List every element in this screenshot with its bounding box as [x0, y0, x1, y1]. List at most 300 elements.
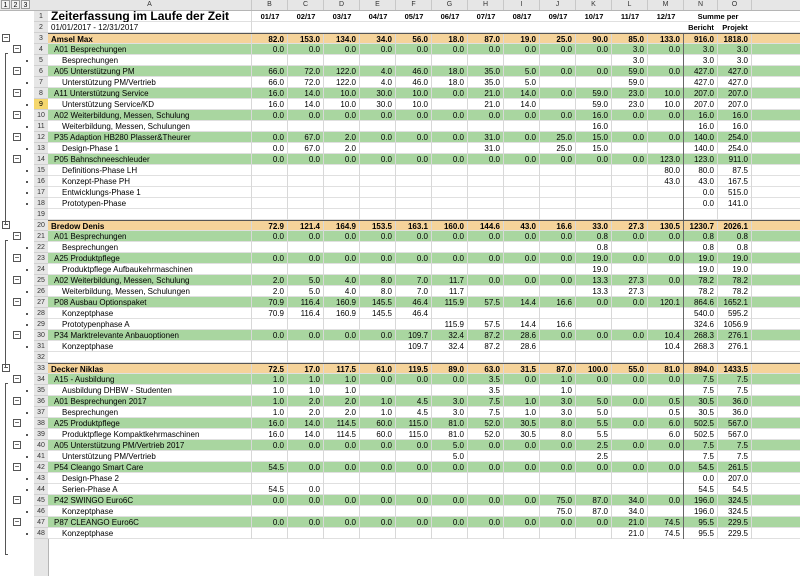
month-value-cell[interactable]: 75.0	[540, 495, 576, 506]
row-header[interactable]: 1	[34, 11, 48, 22]
month-value-cell[interactable]	[504, 143, 540, 154]
row-label[interactable]	[48, 352, 252, 363]
month-value-cell[interactable]: 2.5	[576, 440, 612, 451]
month-value-cell[interactable]: 21.0	[468, 99, 504, 110]
month-value-cell[interactable]: 0.0	[612, 253, 648, 264]
row-label[interactable]: Ausbildung DHBW - Studenten	[48, 385, 252, 396]
month-value-cell[interactable]: 0.0	[324, 253, 360, 264]
month-value-cell[interactable]: 8.0	[360, 275, 396, 286]
month-value-cell[interactable]	[252, 264, 288, 275]
month-value-cell[interactable]: 0.0	[324, 330, 360, 341]
month-value-cell[interactable]: 14.4	[504, 319, 540, 330]
month-value-cell[interactable]	[432, 143, 468, 154]
month-value-cell[interactable]: 0.0	[648, 495, 684, 506]
sum-projekt-cell[interactable]: 3.0	[718, 55, 752, 66]
month-value-cell[interactable]: 0.0	[432, 495, 468, 506]
sum-projekt-cell[interactable]: 141.0	[718, 198, 752, 209]
month-value-cell[interactable]: 85.0	[612, 34, 648, 45]
month-value-cell[interactable]: 0.0	[648, 374, 684, 385]
month-value-cell[interactable]: 0.0	[360, 132, 396, 143]
sum-bericht-cell[interactable]: 427.0	[684, 77, 718, 88]
month-value-cell[interactable]	[360, 165, 396, 176]
month-value-cell[interactable]: 7.0	[396, 286, 432, 297]
month-value-cell[interactable]: 0.0	[324, 231, 360, 242]
month-value-cell[interactable]: 43.0	[504, 221, 540, 232]
month-value-cell[interactable]: 0.0	[540, 110, 576, 121]
month-value-cell[interactable]: 52.0	[468, 429, 504, 440]
month-value-cell[interactable]	[612, 165, 648, 176]
month-value-cell[interactable]: 87.0	[468, 34, 504, 45]
row-label[interactable]: A11 Unterstützung Service	[48, 88, 252, 99]
month-value-cell[interactable]	[288, 187, 324, 198]
sum-bericht-cell[interactable]: 16.0	[684, 121, 718, 132]
month-value-cell[interactable]: 0.0	[252, 330, 288, 341]
month-value-cell[interactable]	[432, 528, 468, 539]
month-value-cell[interactable]: 7.0	[396, 275, 432, 286]
month-value-cell[interactable]: 34.0	[612, 506, 648, 517]
sum-bericht-cell[interactable]: 30.5	[684, 396, 718, 407]
month-value-cell[interactable]	[612, 143, 648, 154]
month-value-cell[interactable]: 70.9	[252, 297, 288, 308]
month-value-cell[interactable]: 4.5	[396, 396, 432, 407]
row-header[interactable]: 9	[34, 99, 48, 110]
month-value-cell[interactable]	[648, 473, 684, 484]
month-value-cell[interactable]: 5.0	[576, 407, 612, 418]
month-value-cell[interactable]	[648, 352, 684, 363]
month-value-cell[interactable]: 0.0	[324, 517, 360, 528]
collapse-group-button[interactable]: −	[14, 44, 20, 53]
sum-projekt-cell[interactable]: 567.0	[718, 429, 752, 440]
month-value-cell[interactable]: 145.5	[360, 308, 396, 319]
sum-projekt-cell[interactable]: 167.5	[718, 176, 752, 187]
row-label[interactable]: Konzeptphase	[48, 308, 252, 319]
sum-projekt-cell[interactable]: 427.0	[718, 66, 752, 77]
month-value-cell[interactable]: 81.0	[648, 364, 684, 375]
row-header[interactable]: 17	[34, 187, 48, 198]
sum-bericht-cell[interactable]: 19.0	[684, 253, 718, 264]
month-value-cell[interactable]: 2.0	[252, 286, 288, 297]
row-label[interactable]: Prototypenphase A	[48, 319, 252, 330]
sum-projekt-cell[interactable]: 261.5	[718, 462, 752, 473]
month-value-cell[interactable]: 2.0	[324, 132, 360, 143]
sum-projekt-cell[interactable]: 254.0	[718, 143, 752, 154]
month-value-cell[interactable]	[540, 165, 576, 176]
month-value-cell[interactable]	[396, 528, 432, 539]
row-label[interactable]: Besprechungen	[48, 407, 252, 418]
month-value-cell[interactable]: 0.0	[396, 495, 432, 506]
column-header-n[interactable]: N	[684, 0, 718, 10]
row-header[interactable]: 14	[34, 154, 48, 165]
month-value-cell[interactable]: 0.0	[612, 418, 648, 429]
row-header[interactable]: 43	[34, 473, 48, 484]
month-value-cell[interactable]	[612, 341, 648, 352]
month-value-cell[interactable]	[612, 187, 648, 198]
month-value-cell[interactable]: 80.0	[648, 165, 684, 176]
month-value-cell[interactable]: 0.0	[576, 297, 612, 308]
month-value-cell[interactable]: 0.0	[288, 44, 324, 55]
month-value-cell[interactable]	[612, 264, 648, 275]
month-value-cell[interactable]	[648, 308, 684, 319]
month-value-cell[interactable]: 0.0	[612, 297, 648, 308]
sum-bericht-cell[interactable]: 140.0	[684, 132, 718, 143]
month-value-cell[interactable]: 28.6	[504, 341, 540, 352]
sum-projekt-cell[interactable]: 427.0	[718, 77, 752, 88]
month-value-cell[interactable]: 0.0	[504, 495, 540, 506]
month-value-cell[interactable]: 122.0	[324, 66, 360, 77]
sum-projekt-cell[interactable]: 276.1	[718, 341, 752, 352]
month-value-cell[interactable]: 32.4	[432, 341, 468, 352]
row-label[interactable]: A02 Weiterbildung, Messen, Schulung	[48, 275, 252, 286]
sum-bericht-cell[interactable]: 3.0	[684, 55, 718, 66]
sum-projekt-cell[interactable]: 595.2	[718, 308, 752, 319]
month-value-cell[interactable]: 0.0	[288, 231, 324, 242]
sum-bericht-cell[interactable]: 54.5	[684, 484, 718, 495]
month-value-cell[interactable]: 18.0	[432, 77, 468, 88]
row-label[interactable]: Decker Niklas	[48, 364, 252, 375]
month-value-cell[interactable]: 57.5	[468, 319, 504, 330]
row-header[interactable]: 2	[34, 22, 48, 33]
sum-projekt-cell[interactable]: 78.2	[718, 275, 752, 286]
month-value-cell[interactable]	[288, 176, 324, 187]
month-value-cell[interactable]	[360, 198, 396, 209]
month-value-cell[interactable]: 23.0	[612, 99, 648, 110]
month-value-cell[interactable]: 8.0	[540, 429, 576, 440]
month-value-cell[interactable]: 4.0	[360, 77, 396, 88]
month-value-cell[interactable]: 17.0	[288, 364, 324, 375]
sum-projekt-cell[interactable]: 207.0	[718, 88, 752, 99]
month-value-cell[interactable]	[576, 528, 612, 539]
sum-projekt-cell[interactable]: 87.5	[718, 165, 752, 176]
row-header[interactable]: 47	[34, 517, 48, 528]
column-header-l[interactable]: L	[612, 0, 648, 10]
row-header[interactable]: 13	[34, 143, 48, 154]
column-header-d[interactable]: D	[324, 0, 360, 10]
row-label[interactable]: P08 Ausbau Optionspaket	[48, 297, 252, 308]
collapse-group-button[interactable]: −	[3, 363, 9, 372]
row-header[interactable]: 10	[34, 110, 48, 121]
collapse-group-button[interactable]: −	[14, 253, 20, 262]
sum-bericht-cell[interactable]: 3.0	[684, 44, 718, 55]
month-value-cell[interactable]: 122.0	[324, 77, 360, 88]
month-value-cell[interactable]	[648, 286, 684, 297]
month-value-cell[interactable]	[468, 506, 504, 517]
month-value-cell[interactable]: 25.0	[540, 34, 576, 45]
month-value-cell[interactable]	[504, 242, 540, 253]
month-value-cell[interactable]: 0.0	[612, 110, 648, 121]
sum-bericht-cell[interactable]: 268.3	[684, 341, 718, 352]
month-value-cell[interactable]: 52.0	[468, 418, 504, 429]
month-value-cell[interactable]	[576, 176, 612, 187]
month-value-cell[interactable]: 0.0	[360, 253, 396, 264]
row-header[interactable]: 6	[34, 66, 48, 77]
month-value-cell[interactable]	[432, 473, 468, 484]
row-label[interactable]: Serien-Phase A	[48, 484, 252, 495]
column-header-o[interactable]: O	[718, 0, 752, 10]
month-value-cell[interactable]	[648, 187, 684, 198]
month-value-cell[interactable]	[468, 209, 504, 220]
month-value-cell[interactable]: 0.0	[432, 517, 468, 528]
month-value-cell[interactable]: 60.0	[360, 429, 396, 440]
month-value-cell[interactable]	[612, 319, 648, 330]
month-value-cell[interactable]: 35.0	[468, 77, 504, 88]
sum-bericht-cell[interactable]: 7.5	[684, 385, 718, 396]
month-value-cell[interactable]	[360, 187, 396, 198]
month-value-cell[interactable]: 0.0	[612, 132, 648, 143]
month-value-cell[interactable]	[288, 165, 324, 176]
month-value-cell[interactable]: 8.0	[360, 286, 396, 297]
row-label[interactable]: P35 Adaption HB280 Plasser&Theurer	[48, 132, 252, 143]
month-value-cell[interactable]: 6.0	[648, 418, 684, 429]
month-value-cell[interactable]	[504, 198, 540, 209]
row-header[interactable]: 12	[34, 132, 48, 143]
month-value-cell[interactable]	[576, 385, 612, 396]
month-value-cell[interactable]: 123.0	[648, 154, 684, 165]
month-value-cell[interactable]: 0.0	[648, 132, 684, 143]
month-value-cell[interactable]: 59.0	[576, 99, 612, 110]
month-value-cell[interactable]	[504, 308, 540, 319]
month-value-cell[interactable]	[612, 484, 648, 495]
row-label[interactable]: P54 Cleango Smart Care	[48, 462, 252, 473]
month-value-cell[interactable]	[396, 264, 432, 275]
sum-projekt-cell[interactable]	[718, 209, 752, 220]
sum-projekt-cell[interactable]: 254.0	[718, 132, 752, 143]
month-value-cell[interactable]: 16.6	[540, 221, 576, 232]
month-value-cell[interactable]: 133.0	[648, 34, 684, 45]
month-value-cell[interactable]	[576, 319, 612, 330]
sum-projekt-cell[interactable]: 2026.1	[718, 221, 752, 232]
sum-bericht-cell[interactable]: 30.5	[684, 407, 718, 418]
collapse-group-button[interactable]: −	[14, 132, 20, 141]
month-value-cell[interactable]	[432, 176, 468, 187]
month-value-cell[interactable]: 1.0	[324, 385, 360, 396]
month-value-cell[interactable]: 0.0	[504, 110, 540, 121]
collapse-group-button[interactable]: −	[14, 66, 20, 75]
collapse-group-button[interactable]: −	[3, 33, 9, 42]
row-header[interactable]: 26	[34, 286, 48, 297]
month-value-cell[interactable]: 0.0	[648, 66, 684, 77]
month-value-cell[interactable]	[612, 429, 648, 440]
row-header[interactable]: 23	[34, 253, 48, 264]
month-value-cell[interactable]	[504, 121, 540, 132]
month-value-cell[interactable]	[360, 121, 396, 132]
month-value-cell[interactable]: 160.9	[324, 308, 360, 319]
collapse-group-button[interactable]: −	[14, 462, 20, 471]
sum-bericht-cell[interactable]: 916.0	[684, 34, 718, 45]
month-value-cell[interactable]: 25.0	[540, 143, 576, 154]
month-value-cell[interactable]: 82.0	[252, 34, 288, 45]
month-value-cell[interactable]: 0.0	[396, 110, 432, 121]
month-value-cell[interactable]: 74.5	[648, 517, 684, 528]
month-value-cell[interactable]: 5.0	[504, 77, 540, 88]
row-header[interactable]: 35	[34, 385, 48, 396]
month-value-cell[interactable]: 0.0	[504, 275, 540, 286]
row-label[interactable]: Unterstützung PM/Vertrieb	[48, 451, 252, 462]
month-value-cell[interactable]	[468, 165, 504, 176]
month-value-cell[interactable]	[360, 473, 396, 484]
month-value-cell[interactable]: 10.0	[648, 99, 684, 110]
month-value-cell[interactable]	[576, 55, 612, 66]
sum-bericht-cell[interactable]: 54.5	[684, 462, 718, 473]
collapse-group-button[interactable]: −	[14, 231, 20, 240]
month-value-cell[interactable]	[360, 55, 396, 66]
row-header[interactable]: 24	[34, 264, 48, 275]
month-value-cell[interactable]	[432, 187, 468, 198]
month-value-cell[interactable]: 3.0	[540, 396, 576, 407]
month-value-cell[interactable]: 16.0	[252, 418, 288, 429]
month-value-cell[interactable]: 72.0	[288, 66, 324, 77]
month-value-cell[interactable]	[252, 473, 288, 484]
month-value-cell[interactable]: 34.0	[360, 34, 396, 45]
collapse-group-button[interactable]: −	[14, 154, 20, 163]
month-value-cell[interactable]	[504, 264, 540, 275]
row-label[interactable]: P42 SWINGO Euro6C	[48, 495, 252, 506]
month-value-cell[interactable]: 0.0	[252, 132, 288, 143]
row-header[interactable]: 20	[34, 220, 48, 231]
row-header[interactable]: 30	[34, 330, 48, 341]
month-value-cell[interactable]	[252, 176, 288, 187]
month-value-cell[interactable]	[504, 451, 540, 462]
month-value-cell[interactable]: 0.0	[360, 495, 396, 506]
month-value-cell[interactable]: 57.5	[468, 297, 504, 308]
sum-projekt-cell[interactable]: 911.0	[718, 154, 752, 165]
month-value-cell[interactable]	[396, 209, 432, 220]
month-value-cell[interactable]: 114.5	[324, 429, 360, 440]
row-label[interactable]: Konzeptphase	[48, 528, 252, 539]
month-value-cell[interactable]: 18.0	[432, 34, 468, 45]
sum-bericht-cell[interactable]: 427.0	[684, 66, 718, 77]
column-header-i[interactable]: I	[504, 0, 540, 10]
month-value-cell[interactable]: 46.0	[396, 66, 432, 77]
month-value-cell[interactable]: 0.0	[324, 495, 360, 506]
month-value-cell[interactable]: 13.3	[576, 286, 612, 297]
row-header[interactable]: 38	[34, 418, 48, 429]
row-label[interactable]: A01 Besprechungen 2017	[48, 396, 252, 407]
month-value-cell[interactable]: 0.0	[432, 88, 468, 99]
month-value-cell[interactable]: 8.0	[540, 418, 576, 429]
month-value-cell[interactable]: 0.0	[576, 517, 612, 528]
sum-bericht-cell[interactable]: 324.6	[684, 319, 718, 330]
month-value-cell[interactable]: 0.0	[252, 440, 288, 451]
month-value-cell[interactable]: 5.0	[432, 451, 468, 462]
month-value-cell[interactable]	[504, 286, 540, 297]
month-value-cell[interactable]	[252, 198, 288, 209]
column-header-b[interactable]: B	[252, 0, 288, 10]
month-value-cell[interactable]: 21.0	[468, 88, 504, 99]
month-value-cell[interactable]	[612, 385, 648, 396]
row-header[interactable]: 29	[34, 319, 48, 330]
sum-projekt-cell[interactable]: 207.0	[718, 99, 752, 110]
month-value-cell[interactable]	[648, 55, 684, 66]
month-value-cell[interactable]: 0.0	[324, 462, 360, 473]
month-value-cell[interactable]: 1.0	[360, 396, 396, 407]
sum-bericht-cell[interactable]: 43.0	[684, 176, 718, 187]
month-value-cell[interactable]: 0.0	[540, 440, 576, 451]
month-value-cell[interactable]	[432, 352, 468, 363]
month-value-cell[interactable]: 16.0	[252, 88, 288, 99]
month-value-cell[interactable]: 0.0	[504, 517, 540, 528]
month-value-cell[interactable]: 10.0	[396, 88, 432, 99]
row-header[interactable]: 18	[34, 198, 48, 209]
month-value-cell[interactable]	[360, 451, 396, 462]
month-value-cell[interactable]: 0.0	[432, 44, 468, 55]
month-value-cell[interactable]: 15.0	[576, 132, 612, 143]
month-value-cell[interactable]	[288, 55, 324, 66]
month-value-cell[interactable]: 0.0	[252, 253, 288, 264]
month-value-cell[interactable]: 100.0	[576, 364, 612, 375]
sum-bericht-cell[interactable]: 894.0	[684, 364, 718, 375]
month-value-cell[interactable]	[468, 176, 504, 187]
month-value-cell[interactable]	[288, 341, 324, 352]
month-value-cell[interactable]	[324, 341, 360, 352]
sum-projekt-cell[interactable]: 324.5	[718, 495, 752, 506]
month-value-cell[interactable]: 19.0	[576, 253, 612, 264]
month-value-cell[interactable]	[252, 165, 288, 176]
month-value-cell[interactable]	[468, 264, 504, 275]
month-value-cell[interactable]	[396, 176, 432, 187]
month-value-cell[interactable]: 0.0	[396, 132, 432, 143]
month-value-cell[interactable]	[360, 506, 396, 517]
month-value-cell[interactable]: 1.0	[540, 385, 576, 396]
row-label[interactable]: Design-Phase 2	[48, 473, 252, 484]
month-value-cell[interactable]: 4.0	[360, 66, 396, 77]
row-label[interactable]: Weiterbildung, Messen, Schulungen	[48, 286, 252, 297]
month-value-cell[interactable]	[432, 99, 468, 110]
month-value-cell[interactable]	[252, 242, 288, 253]
month-value-cell[interactable]	[360, 385, 396, 396]
collapse-group-button[interactable]: −	[14, 374, 20, 383]
column-header-h[interactable]: H	[468, 0, 504, 10]
month-value-cell[interactable]: 16.0	[252, 99, 288, 110]
month-value-cell[interactable]: 30.5	[504, 429, 540, 440]
month-value-cell[interactable]	[360, 143, 396, 154]
month-value-cell[interactable]: 1.0	[504, 396, 540, 407]
month-value-cell[interactable]: 0.0	[612, 440, 648, 451]
month-value-cell[interactable]: 46.4	[396, 297, 432, 308]
month-value-cell[interactable]: 115.9	[432, 297, 468, 308]
month-value-cell[interactable]	[612, 308, 648, 319]
month-value-cell[interactable]: 5.0	[288, 286, 324, 297]
month-value-cell[interactable]	[540, 528, 576, 539]
row-header[interactable]: 48	[34, 528, 48, 539]
month-value-cell[interactable]	[576, 77, 612, 88]
sum-bericht-cell[interactable]	[684, 209, 718, 220]
sum-bericht-cell[interactable]: 0.0	[684, 198, 718, 209]
outline-level-2-button[interactable]: 2	[11, 0, 20, 9]
month-value-cell[interactable]	[612, 352, 648, 363]
month-value-cell[interactable]: 0.0	[252, 110, 288, 121]
month-value-cell[interactable]	[288, 264, 324, 275]
month-value-cell[interactable]: 3.0	[432, 407, 468, 418]
month-value-cell[interactable]	[324, 242, 360, 253]
month-value-cell[interactable]	[612, 209, 648, 220]
month-value-cell[interactable]: 4.5	[396, 407, 432, 418]
month-value-cell[interactable]	[468, 286, 504, 297]
month-value-cell[interactable]	[504, 473, 540, 484]
month-value-cell[interactable]: 0.0	[396, 253, 432, 264]
month-value-cell[interactable]	[504, 528, 540, 539]
month-value-cell[interactable]: 0.0	[504, 462, 540, 473]
month-value-cell[interactable]: 4.0	[324, 286, 360, 297]
sum-projekt-cell[interactable]: 7.5	[718, 451, 752, 462]
sum-bericht-cell[interactable]: 78.2	[684, 275, 718, 286]
month-value-cell[interactable]	[396, 198, 432, 209]
row-label[interactable]: P34 Marktrelevante Anbauoptionen	[48, 330, 252, 341]
month-value-cell[interactable]	[288, 121, 324, 132]
month-value-cell[interactable]: 153.5	[360, 221, 396, 232]
month-value-cell[interactable]: 144.6	[468, 221, 504, 232]
sum-projekt-cell[interactable]: 0.8	[718, 242, 752, 253]
month-value-cell[interactable]	[540, 473, 576, 484]
